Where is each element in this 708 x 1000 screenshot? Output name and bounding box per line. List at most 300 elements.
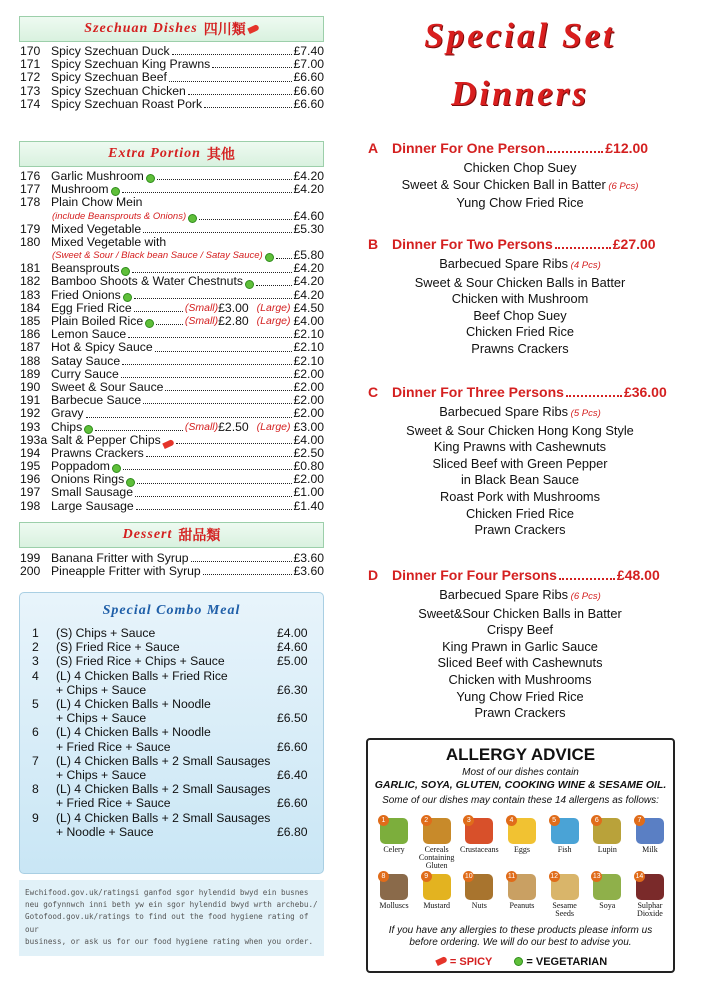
dot-leader (134, 298, 292, 299)
item-price: £4.00 (293, 432, 324, 447)
dinner-item-text: Roast Pork with Mushrooms (439, 488, 600, 504)
allergen-item (417, 874, 457, 918)
size-large: (Large) (256, 301, 291, 314)
menu-item (20, 236, 324, 249)
item-name: Spicy Szechuan Roast Pork (51, 96, 203, 111)
hygiene-notice (19, 880, 324, 956)
item-price: £1.40 (293, 498, 324, 513)
item-name: Large Sausage (51, 498, 134, 513)
item-number: 181 (20, 261, 41, 276)
combo-line (32, 669, 317, 683)
allergen-number: 9 (421, 871, 432, 882)
dinner-item-note: (4 Pcs) (568, 260, 601, 271)
dinner-item-note: (6 Pcs) (605, 180, 639, 192)
dinner-item-text: Sweet & Sour Chicken Ball in Batter (401, 176, 606, 192)
allergen-label: Mustard (423, 901, 450, 910)
legend-vegetarian: = VEGETARIAN (526, 956, 608, 968)
item-price: £2.00 (293, 366, 324, 381)
item-price: £0.80 (293, 459, 324, 474)
allergen-number: 8 (378, 871, 389, 882)
vegetarian-icon (265, 253, 274, 262)
small-price: £3.00 (218, 300, 249, 315)
dinner-price: £27.00 (612, 236, 656, 252)
combo-line (32, 782, 317, 796)
dinner-item-text: Prawn Crackers (474, 522, 566, 538)
combo-line (32, 711, 317, 725)
size-small: (Small) (184, 420, 219, 433)
dot-leader (143, 403, 291, 404)
dinner-item (360, 423, 680, 440)
dinner-item (360, 522, 680, 539)
combo-text: (L) 4 Chicken Balls + Noodle (56, 697, 211, 711)
allergen-number: 10 (464, 873, 473, 880)
chili-icon (435, 956, 448, 966)
allergen-icon (423, 818, 451, 844)
dinner-item (360, 587, 680, 606)
dot-leader (134, 311, 183, 312)
dinner-item-text: King Prawns with Cashewnuts (433, 439, 607, 455)
allergen-number: 3 (463, 815, 474, 826)
dinner-item (360, 291, 680, 308)
item-note: (Sweet & Sour / Black bean Sauce / Satay Sauce) (52, 250, 263, 262)
combo-price: £6.60 (277, 796, 308, 811)
dot-leader (547, 140, 603, 153)
dinner-item-text: Sliced Beef with Green Pepper (432, 455, 608, 471)
dinner-item (360, 177, 680, 196)
small-price: £2.50 (218, 419, 249, 434)
menu-item (20, 289, 324, 302)
item-name: Prawns Crackers (51, 445, 144, 460)
item-price: £3.00 (293, 419, 324, 434)
combo-price (277, 725, 317, 739)
item-price: £3.60 (293, 564, 324, 579)
item-number: 188 (20, 353, 41, 368)
item-name: Bamboo Shoots & Water Chestnuts (51, 274, 243, 289)
combo-line (32, 725, 317, 739)
item-price: £4.00 (293, 314, 324, 329)
combo-text: (L) 4 Chicken Balls + Fried Rice (56, 668, 228, 683)
item-price: £2.10 (293, 327, 324, 342)
allergen-icon (636, 818, 664, 844)
allergen-icon (423, 874, 451, 900)
item-price: £4.60 (293, 208, 324, 223)
dinner-heading (368, 384, 688, 400)
item-name: Onions Rings (51, 472, 125, 487)
dinner-item (360, 456, 680, 473)
dinner-item-text: King Prawn in Garlic Sauce (442, 638, 598, 654)
dinner-item (360, 472, 680, 489)
hygiene-line: Ewchifood.gov.uk/ratingsi ganfod sgor hylendid bwyd ein busnes (25, 888, 309, 897)
small-price: £2.80 (218, 314, 249, 329)
item-price: £4.20 (293, 168, 324, 183)
combo-number: 5 (32, 697, 39, 711)
item-price: £1.00 (293, 485, 324, 500)
dinner-letter: A (368, 140, 379, 156)
allergen-row-1 (374, 818, 670, 870)
allergen-icon (593, 874, 621, 900)
item-number: 183 (20, 287, 41, 302)
size-small: (Small) (184, 315, 219, 328)
combo-number (32, 825, 56, 839)
dinner-name: Dinner For Three Persons (392, 384, 564, 400)
dinner-item-text: Chicken with Mushrooms (448, 671, 592, 687)
menu-item (20, 98, 324, 111)
combo-number: 3 (32, 654, 39, 669)
item-number: 187 (20, 340, 41, 355)
dinner-item (360, 672, 680, 689)
allergen-icon (465, 818, 493, 844)
item-name: Curry Sauce (51, 366, 119, 381)
dinner-heading (368, 236, 688, 252)
combo-text: (L) 4 Chicken Balls + 2 Small Sausages (56, 753, 271, 768)
item-number: 193 (20, 419, 41, 434)
allergen-icon (508, 874, 536, 900)
dot-leader (212, 67, 291, 68)
item-number: 200 (20, 564, 41, 579)
item-number: 170 (20, 43, 41, 58)
item-number: 179 (20, 221, 41, 236)
item-name: Fried Onions (51, 287, 121, 302)
combo-number (32, 768, 56, 782)
special-title-line2: Dinners (451, 74, 589, 113)
dot-leader (176, 443, 292, 444)
item-number: 182 (20, 274, 41, 289)
menu-item (20, 223, 324, 236)
combo-number (32, 740, 56, 754)
dot-leader (566, 384, 622, 397)
allergen-number: 7 (634, 815, 645, 826)
dinner-items (360, 587, 680, 722)
combo-number: 4 (32, 668, 39, 683)
allergen-item (587, 818, 627, 870)
dinner-item (360, 195, 680, 212)
dinner-item-text: Prawns Crackers (471, 340, 569, 356)
vegetarian-icon (245, 280, 254, 289)
allergen-label: Celery (383, 845, 405, 854)
combo-price: £4.00 (277, 626, 308, 640)
szechuan-list (20, 45, 324, 111)
allergen-icon (593, 818, 621, 844)
allergen-row-2 (374, 874, 670, 918)
allergen-icon (465, 874, 493, 900)
allergen-item (459, 818, 499, 870)
item-name: Spicy Szechuan King Prawns (51, 57, 211, 72)
dessert-title: Dessert (122, 527, 173, 542)
item-name: Plain Chow Mein (51, 195, 143, 210)
item-price: £5.80 (293, 248, 324, 263)
allergen-item (374, 874, 414, 918)
dessert-header (19, 522, 324, 548)
item-name: Small Sausage (51, 485, 133, 500)
dinner-item (360, 404, 680, 423)
dot-leader (276, 258, 292, 259)
allergen-label: Cereals Containing Gluten (418, 845, 455, 870)
dinner-item-text: Chicken Fried Rice (465, 324, 575, 340)
dinner-item (360, 655, 680, 672)
allergen-label: Milk (642, 845, 658, 854)
item-price: £2.00 (293, 393, 324, 408)
allergy-footer (368, 925, 673, 948)
dinner-item (360, 489, 680, 506)
item-price: £4.20 (293, 287, 324, 302)
dot-leader (188, 94, 292, 95)
item-price: £4.20 (293, 182, 324, 197)
allergy-line2: GARLIC, SOYA, GLUTEN, COOKING WINE & SESAME OIL. (374, 779, 667, 791)
combo-text: (S) Fried Rice + Chips + Sauce (56, 654, 225, 669)
dinner-item-text: Chicken Chop Suey (463, 160, 577, 175)
combo-price (277, 754, 317, 768)
combo-price: £4.60 (277, 640, 308, 655)
dinner-item (360, 639, 680, 656)
allergen-label: Crustaceans (459, 845, 499, 854)
combo-price (277, 782, 317, 796)
dinner-item (360, 606, 680, 623)
combo-line (32, 626, 317, 640)
combo-price: £6.60 (277, 739, 308, 754)
dinner-price: £36.00 (623, 384, 667, 400)
legend-spicy: = SPICY (449, 956, 493, 968)
dot-leader (137, 483, 291, 484)
allergen-label: Eggs (513, 845, 530, 854)
dot-leader (122, 364, 291, 365)
item-name: Gravy (51, 406, 84, 421)
dinner-price: £12.00 (605, 140, 649, 156)
dinner-item-text: Yung Chow Fried Rice (456, 195, 584, 211)
dot-leader (136, 509, 292, 510)
item-name: Salt & Pepper Chips (51, 432, 161, 447)
combo-number (32, 683, 56, 697)
allergy-foot2: before ordering. We will do our best to advise you. (409, 936, 632, 948)
dessert-title-cn: 甜品類 (178, 529, 221, 544)
dinner-heading (368, 567, 688, 583)
menu-item (20, 434, 324, 447)
item-number: 198 (20, 498, 41, 513)
combo-text: (L) 4 Chicken Balls + 2 Small Sausages (56, 782, 271, 797)
dot-leader (132, 272, 291, 273)
allergen-number: 12 (550, 873, 559, 880)
menu-item (20, 85, 324, 98)
item-price: £2.10 (293, 353, 324, 368)
item-price: £2.10 (293, 340, 324, 355)
chili-icon (247, 24, 260, 34)
size-large: (Large) (256, 315, 291, 328)
dessert-list (20, 552, 324, 578)
allergy-legend (368, 956, 673, 968)
menu-item (20, 71, 324, 84)
dot-leader (155, 351, 292, 352)
item-price: £2.50 (293, 445, 324, 460)
dot-leader (146, 456, 292, 457)
combo-price: £6.40 (277, 768, 308, 782)
combo-text: + Noodle + Sauce (56, 824, 154, 839)
dot-leader (191, 561, 292, 562)
item-number: 186 (20, 327, 41, 342)
dot-leader (555, 236, 611, 249)
allergen-label: Nuts (471, 901, 487, 910)
vegetarian-icon (188, 214, 197, 223)
dinner-item-text: Barbecued Spare Ribs (439, 404, 569, 419)
extra-title: Extra Portion (108, 146, 201, 161)
dinner-item (360, 256, 680, 275)
dinner-item (360, 308, 680, 325)
combo-meal-box (19, 592, 324, 874)
item-name: Barbecue Sauce (51, 393, 142, 408)
combo-text: (S) Chips + Sauce (56, 626, 156, 640)
allergen-item (417, 818, 457, 870)
item-price: £3.60 (293, 550, 324, 565)
allergy-foot1: If you have any allergies to these products please inform us (388, 925, 653, 936)
dot-leader (128, 337, 291, 338)
item-price: £6.60 (293, 70, 324, 85)
item-number: 194 (20, 445, 41, 460)
item-price: £2.00 (293, 472, 324, 487)
size-large: (Large) (256, 420, 291, 433)
dinner-letter: C (368, 384, 379, 400)
combo-number: 8 (32, 782, 39, 797)
vegetarian-icon (514, 957, 523, 966)
item-number: 189 (20, 366, 41, 381)
menu-item (20, 276, 324, 289)
allergen-label: Sulphar Dioxide (637, 901, 663, 918)
item-number: 180 (20, 234, 41, 249)
allergy-line1: Most of our dishes contain (462, 767, 579, 778)
combo-line (32, 654, 317, 668)
combo-line (32, 768, 317, 782)
combo-line (32, 697, 317, 711)
allergy-advice-box (366, 738, 675, 973)
combo-number: 1 (32, 626, 39, 640)
item-number: 192 (20, 406, 41, 421)
item-number: 190 (20, 379, 41, 394)
dot-leader (256, 285, 292, 286)
combo-line (32, 811, 317, 825)
item-number: 176 (20, 168, 41, 183)
item-number: 178 (20, 195, 41, 210)
item-number: 197 (20, 485, 41, 500)
extra-list (20, 170, 324, 513)
szechuan-title: Szechuan Dishes (84, 21, 198, 36)
dinner-letter: B (368, 236, 379, 252)
item-name: Sweet & Sour Sauce (51, 379, 164, 394)
size-small: (Small) (184, 301, 219, 314)
allergen-item (630, 874, 670, 918)
item-price: £4.20 (293, 261, 324, 276)
allergen-label: Fish (557, 845, 572, 854)
item-name: Mixed Vegetable with (51, 234, 167, 249)
allergen-label: Peanuts (509, 901, 535, 910)
item-name: Lemon Sauce (51, 327, 127, 342)
combo-price (277, 811, 317, 825)
allergen-item (545, 818, 585, 870)
dot-leader (135, 496, 292, 497)
dinner-items (360, 256, 680, 358)
allergen-item (459, 874, 499, 918)
allergen-icon (551, 818, 579, 844)
allergen-number: 11 (507, 873, 516, 880)
vegetarian-icon (146, 174, 155, 183)
item-price: £2.00 (293, 406, 324, 421)
allergen-number: 5 (549, 815, 560, 826)
dinner-item-text: Sliced Beef with Cashewnuts (437, 655, 603, 671)
dinner-item-text: in Black Bean Sauce (460, 472, 580, 488)
allergen-item (502, 818, 542, 870)
allergen-number: 2 (421, 815, 432, 826)
combo-number: 7 (32, 753, 39, 768)
dinner-item (360, 622, 680, 639)
dinner-item-text: Sweet&Sour Chicken Balls in Batter (418, 605, 622, 621)
item-name: Plain Boiled Rice (51, 314, 144, 329)
item-name: Mushroom (51, 182, 109, 197)
allergen-item (587, 874, 627, 918)
item-name: Pineapple Fritter with Syrup (51, 564, 201, 579)
allergen-number: 14 (635, 873, 644, 880)
hygiene-line: Gotofood.gov.uk/ratings to find out the food hygiene rating of our (25, 912, 309, 934)
menu-item (20, 500, 324, 513)
allergen-number: 6 (591, 815, 602, 826)
item-price: £4.50 (293, 300, 324, 315)
combo-text: (L) 4 Chicken Balls + 2 Small Sausages (56, 810, 271, 825)
dot-leader (123, 469, 292, 470)
item-name: Spicy Szechuan Chicken (51, 83, 186, 98)
item-name: Mixed Vegetable (51, 221, 142, 236)
dinner-item-text: Sweet & Sour Chicken Hong Kong Style (406, 422, 634, 438)
allergen-number: 13 (592, 873, 601, 880)
combo-line (32, 796, 317, 810)
combo-line (32, 740, 317, 754)
combo-price: £6.30 (277, 682, 308, 697)
dot-leader (559, 567, 615, 580)
allergen-label: Molluscs (379, 901, 409, 910)
allergen-item (374, 818, 414, 870)
item-price: £6.60 (293, 83, 324, 98)
combo-text: + Chips + Sauce (56, 768, 147, 782)
combo-price: £6.50 (277, 711, 308, 726)
menu-item (20, 341, 324, 354)
extra-header (19, 141, 324, 167)
item-price: £7.40 (293, 43, 324, 58)
dinner-item (360, 506, 680, 523)
dot-leader (156, 324, 183, 325)
combo-number (32, 796, 56, 810)
item-name: Spicy Szechuan Duck (51, 43, 170, 58)
combo-price (277, 697, 317, 711)
dinner-name: Dinner For One Person (392, 140, 546, 156)
dinner-items (360, 160, 680, 212)
allergen-icon (551, 874, 579, 900)
menu-item (20, 407, 324, 420)
dot-leader (204, 107, 291, 108)
allergen-icon (380, 818, 408, 844)
combo-text: + Chips + Sauce (56, 711, 147, 726)
combo-line (32, 825, 317, 839)
dot-leader (95, 430, 183, 431)
dinner-item-text: Barbecued Spare Ribs (439, 256, 569, 271)
combo-number: 6 (32, 725, 39, 740)
dot-leader (157, 179, 292, 180)
menu-item (20, 487, 324, 500)
item-name: Egg Fried Rice (51, 300, 132, 315)
allergen-icon (636, 874, 664, 900)
item-number: 196 (20, 472, 41, 487)
dinner-item (360, 689, 680, 706)
dinner-item-text: Beef Chop Suey (473, 307, 567, 323)
item-number: 172 (20, 70, 41, 85)
hygiene-line: business, or ask us for our food hygiene rating when you order. (25, 936, 314, 946)
dinner-name: Dinner For Two Persons (392, 236, 553, 252)
allergy-line3: Some of our dishes may contain these 14 allergens as follows: (382, 795, 659, 806)
dot-leader (165, 390, 291, 391)
extra-title-cn: 其他 (206, 148, 235, 163)
